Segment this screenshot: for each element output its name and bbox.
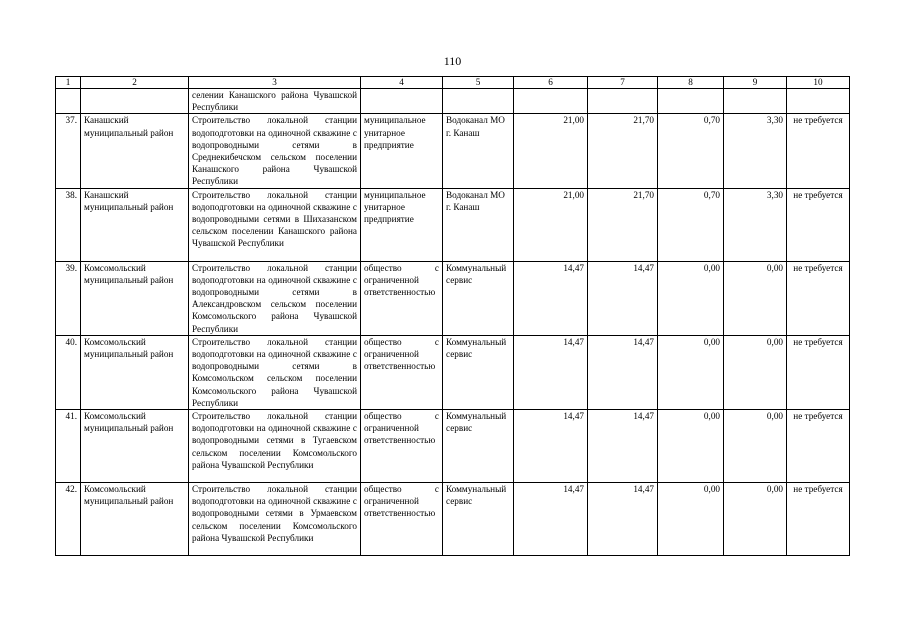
column-header: 9	[724, 77, 787, 89]
cell-value-col8: 0,70	[658, 188, 724, 261]
cell-description: Строительство локальной станции водоподготовки на одиночной скважине с водопроводными сетями в Среднекибечском сельском поселении Канашского района Чувашской Республики	[189, 114, 361, 188]
cell-org-type: муниципальное унитарное предприятие	[361, 114, 443, 188]
cell-description: Строительство локальной станции водоподготовки на одиночной скважине с водопроводными сетями в Урмаевском сельском поселении Комсомольского района Чувашской Республики	[189, 483, 361, 556]
cell-org-name: Коммунальный сервис	[443, 483, 514, 556]
cell-value-col7: 21,70	[588, 114, 658, 188]
page-number: 110	[443, 54, 462, 68]
cell-value-col6: 21,00	[514, 188, 588, 261]
cell-district: Комсомольский муниципальный район	[81, 261, 189, 335]
cell-value-col8: 0,00	[658, 410, 724, 483]
cell-value-col9: 0,00	[724, 261, 787, 335]
cell-empty	[361, 89, 443, 114]
cell-number: 37.	[56, 114, 81, 188]
cell-empty	[56, 89, 81, 114]
cell-org-name: Водоканал МО г. Канаш	[443, 188, 514, 261]
cell-empty	[514, 89, 588, 114]
cell-number: 38.	[56, 188, 81, 261]
cell-district: Комсомольский муниципальный район	[81, 410, 189, 483]
cell-value-col8: 0,00	[658, 261, 724, 335]
cell-empty	[81, 89, 189, 114]
column-header: 8	[658, 77, 724, 89]
cell-value-col9: 3,30	[724, 114, 787, 188]
cell-value-col9: 0,00	[724, 335, 787, 409]
cell-value-col9: 0,00	[724, 483, 787, 556]
cell-description: Строительство локальной станции водоподготовки на одиночной скважине с водопроводными сетями в Комсомольском сельском поселении Комсомольского района Чувашской Республики	[189, 335, 361, 409]
table-row	[56, 114, 850, 188]
cell-number: 42.	[56, 483, 81, 556]
cell-empty	[787, 89, 850, 114]
column-header: 1	[56, 77, 81, 89]
cell-value-col8: 0,00	[658, 483, 724, 556]
table-row	[56, 483, 850, 556]
cell-empty	[724, 89, 787, 114]
cell-value-col6: 14,47	[514, 483, 588, 556]
cell-org-type: общество с ограниченной ответственностью	[361, 410, 443, 483]
cell-org-name: Коммунальный сервис	[443, 410, 514, 483]
cell-district: Канашский муниципальный район	[81, 114, 189, 188]
column-header: 2	[81, 77, 189, 89]
cell-number: 39.	[56, 261, 81, 335]
cell-org-name: Водоканал МО г. Канаш	[443, 114, 514, 188]
cell-status: не требуется	[787, 261, 850, 335]
cell-number: 41.	[56, 410, 81, 483]
column-number-header-row	[56, 77, 850, 89]
cell-org-type: муниципальное унитарное предприятие	[361, 188, 443, 261]
cell-value-col7: 14,47	[588, 335, 658, 409]
table-row	[56, 410, 850, 483]
cell-district: Канашский муниципальный район	[81, 188, 189, 261]
column-header: 4	[361, 77, 443, 89]
cell-number: 40.	[56, 335, 81, 409]
cell-district: Комсомольский муниципальный район	[81, 483, 189, 556]
cell-status: не требуется	[787, 188, 850, 261]
cell-value-col8: 0,00	[658, 335, 724, 409]
cell-value-col7: 21,70	[588, 188, 658, 261]
table-row	[56, 261, 850, 335]
cell-empty	[588, 89, 658, 114]
cell-value-col6: 14,47	[514, 335, 588, 409]
cell-value-col6: 14,47	[514, 410, 588, 483]
investment-program-table	[55, 76, 850, 556]
cell-status: не требуется	[787, 483, 850, 556]
cell-description: Строительство локальной станции водоподготовки на одиночной скважине с водопроводными сетями в Александровском сельском поселении Комсомольского района Чувашской Республики	[189, 261, 361, 335]
cell-status: не требуется	[787, 335, 850, 409]
column-header: 10	[787, 77, 850, 89]
column-header: 7	[588, 77, 658, 89]
cell-description: Строительство локальной станции водоподготовки на одиночной скважине с водопроводными сетями в Шихазанском сельском поселении Канашского района Чувашской Республики	[189, 188, 361, 261]
cell-status: не требуется	[787, 114, 850, 188]
cell-value-col6: 21,00	[514, 114, 588, 188]
cell-value-col9: 3,30	[724, 188, 787, 261]
column-header: 3	[189, 77, 361, 89]
column-header: 6	[514, 77, 588, 89]
cell-empty	[658, 89, 724, 114]
cell-org-name: Коммунальный сервис	[443, 335, 514, 409]
cell-status: не требуется	[787, 410, 850, 483]
table-row	[56, 188, 850, 261]
cell-empty	[443, 89, 514, 114]
cell-value-col7: 14,47	[588, 483, 658, 556]
cell-org-type: общество с ограниченной ответственностью	[361, 261, 443, 335]
cell-org-type: общество с ограниченной ответственностью	[361, 483, 443, 556]
cell-value-col7: 14,47	[588, 261, 658, 335]
cell-description: Строительство локальной станции водоподготовки на одиночной скважине с водопроводными сетями в Тугаевском сельском поселении Комсомольского района Чувашской Республики	[189, 410, 361, 483]
continuation-row	[56, 89, 850, 114]
cell-org-name: Коммунальный сервис	[443, 261, 514, 335]
cell-value-col9: 0,00	[724, 410, 787, 483]
table-row	[56, 335, 850, 409]
cell-value-col8: 0,70	[658, 114, 724, 188]
cell-value-col7: 14,47	[588, 410, 658, 483]
cell-org-type: общество с ограниченной ответственностью	[361, 335, 443, 409]
cell-district: Комсомольский муниципальный район	[81, 335, 189, 409]
cell-value-col6: 14,47	[514, 261, 588, 335]
cell-description: селении Канашского района Чувашской Республики	[189, 89, 361, 114]
column-header: 5	[443, 77, 514, 89]
